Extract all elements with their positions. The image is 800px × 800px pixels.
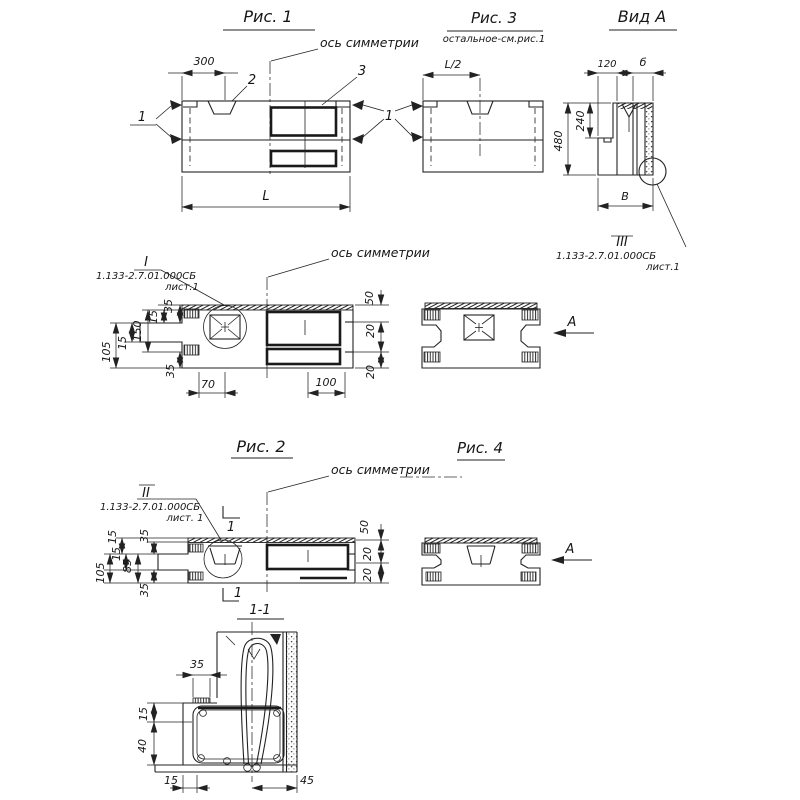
fig4-top-hatch: [425, 538, 537, 543]
svg-text:150: 150: [131, 320, 144, 342]
sec11-title: 1-1: [249, 603, 271, 618]
fig1-callout-2: [232, 73, 256, 101]
fig1-title: Рис. 1: [243, 7, 293, 26]
sec1-sheet-ref: лист.1: [165, 282, 199, 293]
fig1-longitudinal-section: [96, 245, 430, 398]
sec1-rebar-upper: [267, 312, 340, 345]
fig3-body: [423, 78, 543, 172]
sec11-body: [155, 632, 297, 772]
sec1-body: [140, 305, 353, 368]
sec11-concrete-edge: [287, 633, 297, 772]
svg-text:35: 35: [190, 658, 204, 671]
section-1-1: [136, 603, 314, 793]
fig1-axis-label: ось симметрии: [320, 35, 419, 50]
viewA-dim-240: [574, 103, 611, 138]
svg-text:3: 3: [357, 64, 367, 79]
svg-text:300: 300: [193, 55, 215, 68]
viewA-sheet-ref: лист.1: [646, 262, 680, 273]
fig1-dim-L: [182, 176, 350, 212]
view-arrow-A-bottom: [551, 542, 592, 564]
view-arrow-A-middle: [553, 315, 594, 337]
sec1-joint-detail: [210, 315, 240, 339]
fig1-body: [182, 101, 350, 172]
cross-section-A: [422, 303, 594, 368]
fig4-joint-detail: [467, 546, 495, 567]
fig4-title: Рис. 4: [456, 439, 504, 457]
sec11-anchor-mark: [270, 634, 281, 645]
sec1-anchor-bottom: [184, 345, 199, 355]
sec1-detail-callout: [96, 255, 224, 305]
svg-text:120: 120: [597, 59, 617, 70]
svg-text:1: 1: [384, 109, 394, 124]
fig2-doc-ref: 1.133-2.7.01.000СБ: [100, 502, 201, 513]
svg-text:15: 15: [137, 707, 150, 721]
svg-text:40: 40: [136, 739, 149, 753]
sec1-detail-num: I: [144, 255, 148, 270]
sec1-dims-right: [353, 290, 389, 379]
sec11-bearing-pad: [193, 698, 210, 703]
sec11-dims-bottom: [164, 774, 314, 793]
svg-text:б: б: [639, 56, 647, 69]
viewA-concrete-edge: [645, 104, 653, 174]
fig2-cut-marks: [223, 506, 242, 601]
svg-text:70: 70: [201, 378, 215, 391]
svg-text:50: 50: [358, 520, 371, 534]
viewA-body: [598, 103, 653, 175]
figure-3-elevation: [423, 9, 545, 172]
fig1-callout-1-right: [352, 100, 423, 144]
svg-text:L/2: L/2: [444, 58, 462, 71]
cs-top-hatch: [425, 303, 537, 309]
svg-text:15: 15: [147, 310, 160, 324]
viewA-title: Вид А: [617, 7, 667, 26]
sec1-top-hatch: [182, 305, 353, 310]
fig2-dims-left: [94, 529, 188, 597]
fig1-rebar-upper: [271, 108, 336, 136]
fig1-rebar-lower: [271, 151, 336, 166]
svg-text:1: 1: [233, 586, 243, 601]
figure-4-section: [422, 439, 592, 585]
fig2-sheet-ref: лист. 1: [166, 513, 204, 524]
svg-text:15: 15: [164, 774, 178, 787]
sec1-axis-label: ось симметрии: [331, 245, 430, 260]
fig2-detail-num: II: [142, 486, 150, 501]
svg-text:А: А: [565, 542, 575, 557]
svg-text:1: 1: [226, 520, 236, 535]
svg-text:480: 480: [552, 130, 565, 152]
sec1-doc-ref: 1.133-2.7.01.000СБ: [96, 271, 197, 282]
svg-text:35: 35: [162, 299, 175, 313]
viewA-detail-num: III: [616, 235, 628, 250]
svg-text:20: 20: [364, 365, 377, 379]
sec1-dims-bottom: [186, 372, 345, 398]
svg-text:А: А: [567, 315, 577, 330]
fig2-rebar-upper: [267, 545, 348, 569]
cs-joint-detail: [464, 315, 494, 340]
sec11-stirrup: [193, 706, 284, 771]
viewA-dim-120: [584, 59, 631, 136]
fig2-joint-detail: [208, 546, 242, 565]
fig2-axis-label: ось симметрии: [331, 462, 430, 477]
svg-text:35: 35: [138, 529, 151, 543]
svg-text:L: L: [262, 189, 270, 204]
fig2-top-hatch: [188, 538, 355, 543]
fig1-axis-leader: [270, 49, 318, 174]
fig1-callout-1-left: [130, 100, 182, 144]
fig1-callout-3: [322, 64, 366, 105]
sec1-dims-left: [100, 299, 182, 378]
svg-text:50: 50: [363, 291, 376, 305]
sec1-rebar-lower: [267, 349, 340, 364]
fig2-title: Рис. 2: [236, 437, 286, 456]
fig2-body: [158, 538, 355, 583]
svg-text:15: 15: [110, 547, 123, 561]
svg-text:240: 240: [574, 110, 587, 132]
figure-2-section: [94, 437, 462, 601]
sec11-dim-35: [176, 658, 227, 697]
fig3-title: Рис. 3: [470, 9, 518, 27]
svg-text:85: 85: [121, 559, 134, 573]
viewA-dim-b: [620, 56, 666, 101]
svg-text:100: 100: [315, 376, 337, 389]
sec11-lifting-loop: [241, 638, 273, 764]
sec1-anchor-top: [184, 309, 199, 318]
fig1-dim-300: [168, 55, 238, 100]
svg-text:35: 35: [164, 364, 177, 378]
svg-text:35: 35: [138, 583, 151, 597]
svg-text:15: 15: [116, 336, 129, 350]
svg-text:20: 20: [361, 547, 374, 561]
svg-text:105: 105: [100, 341, 113, 363]
svg-text:15: 15: [106, 530, 119, 544]
svg-text:В: В: [621, 190, 629, 203]
fig1-notch: [208, 101, 236, 114]
svg-text:20: 20: [361, 568, 374, 582]
svg-text:1: 1: [137, 110, 147, 125]
sec11-dims-left: [136, 703, 192, 765]
figure-1-elevation: [130, 7, 423, 212]
fig3-dim-L2: [423, 58, 480, 100]
viewA-doc-ref: 1.133-2.7.01.000СБ: [556, 251, 657, 262]
svg-text:105: 105: [94, 562, 107, 584]
view-A: [552, 7, 686, 273]
fig3-note: остальное-см.рис.1: [442, 34, 546, 45]
fig2-dims-right: [356, 520, 389, 583]
svg-text:45: 45: [300, 774, 314, 787]
svg-text:20: 20: [364, 324, 377, 338]
svg-text:2: 2: [247, 73, 257, 88]
